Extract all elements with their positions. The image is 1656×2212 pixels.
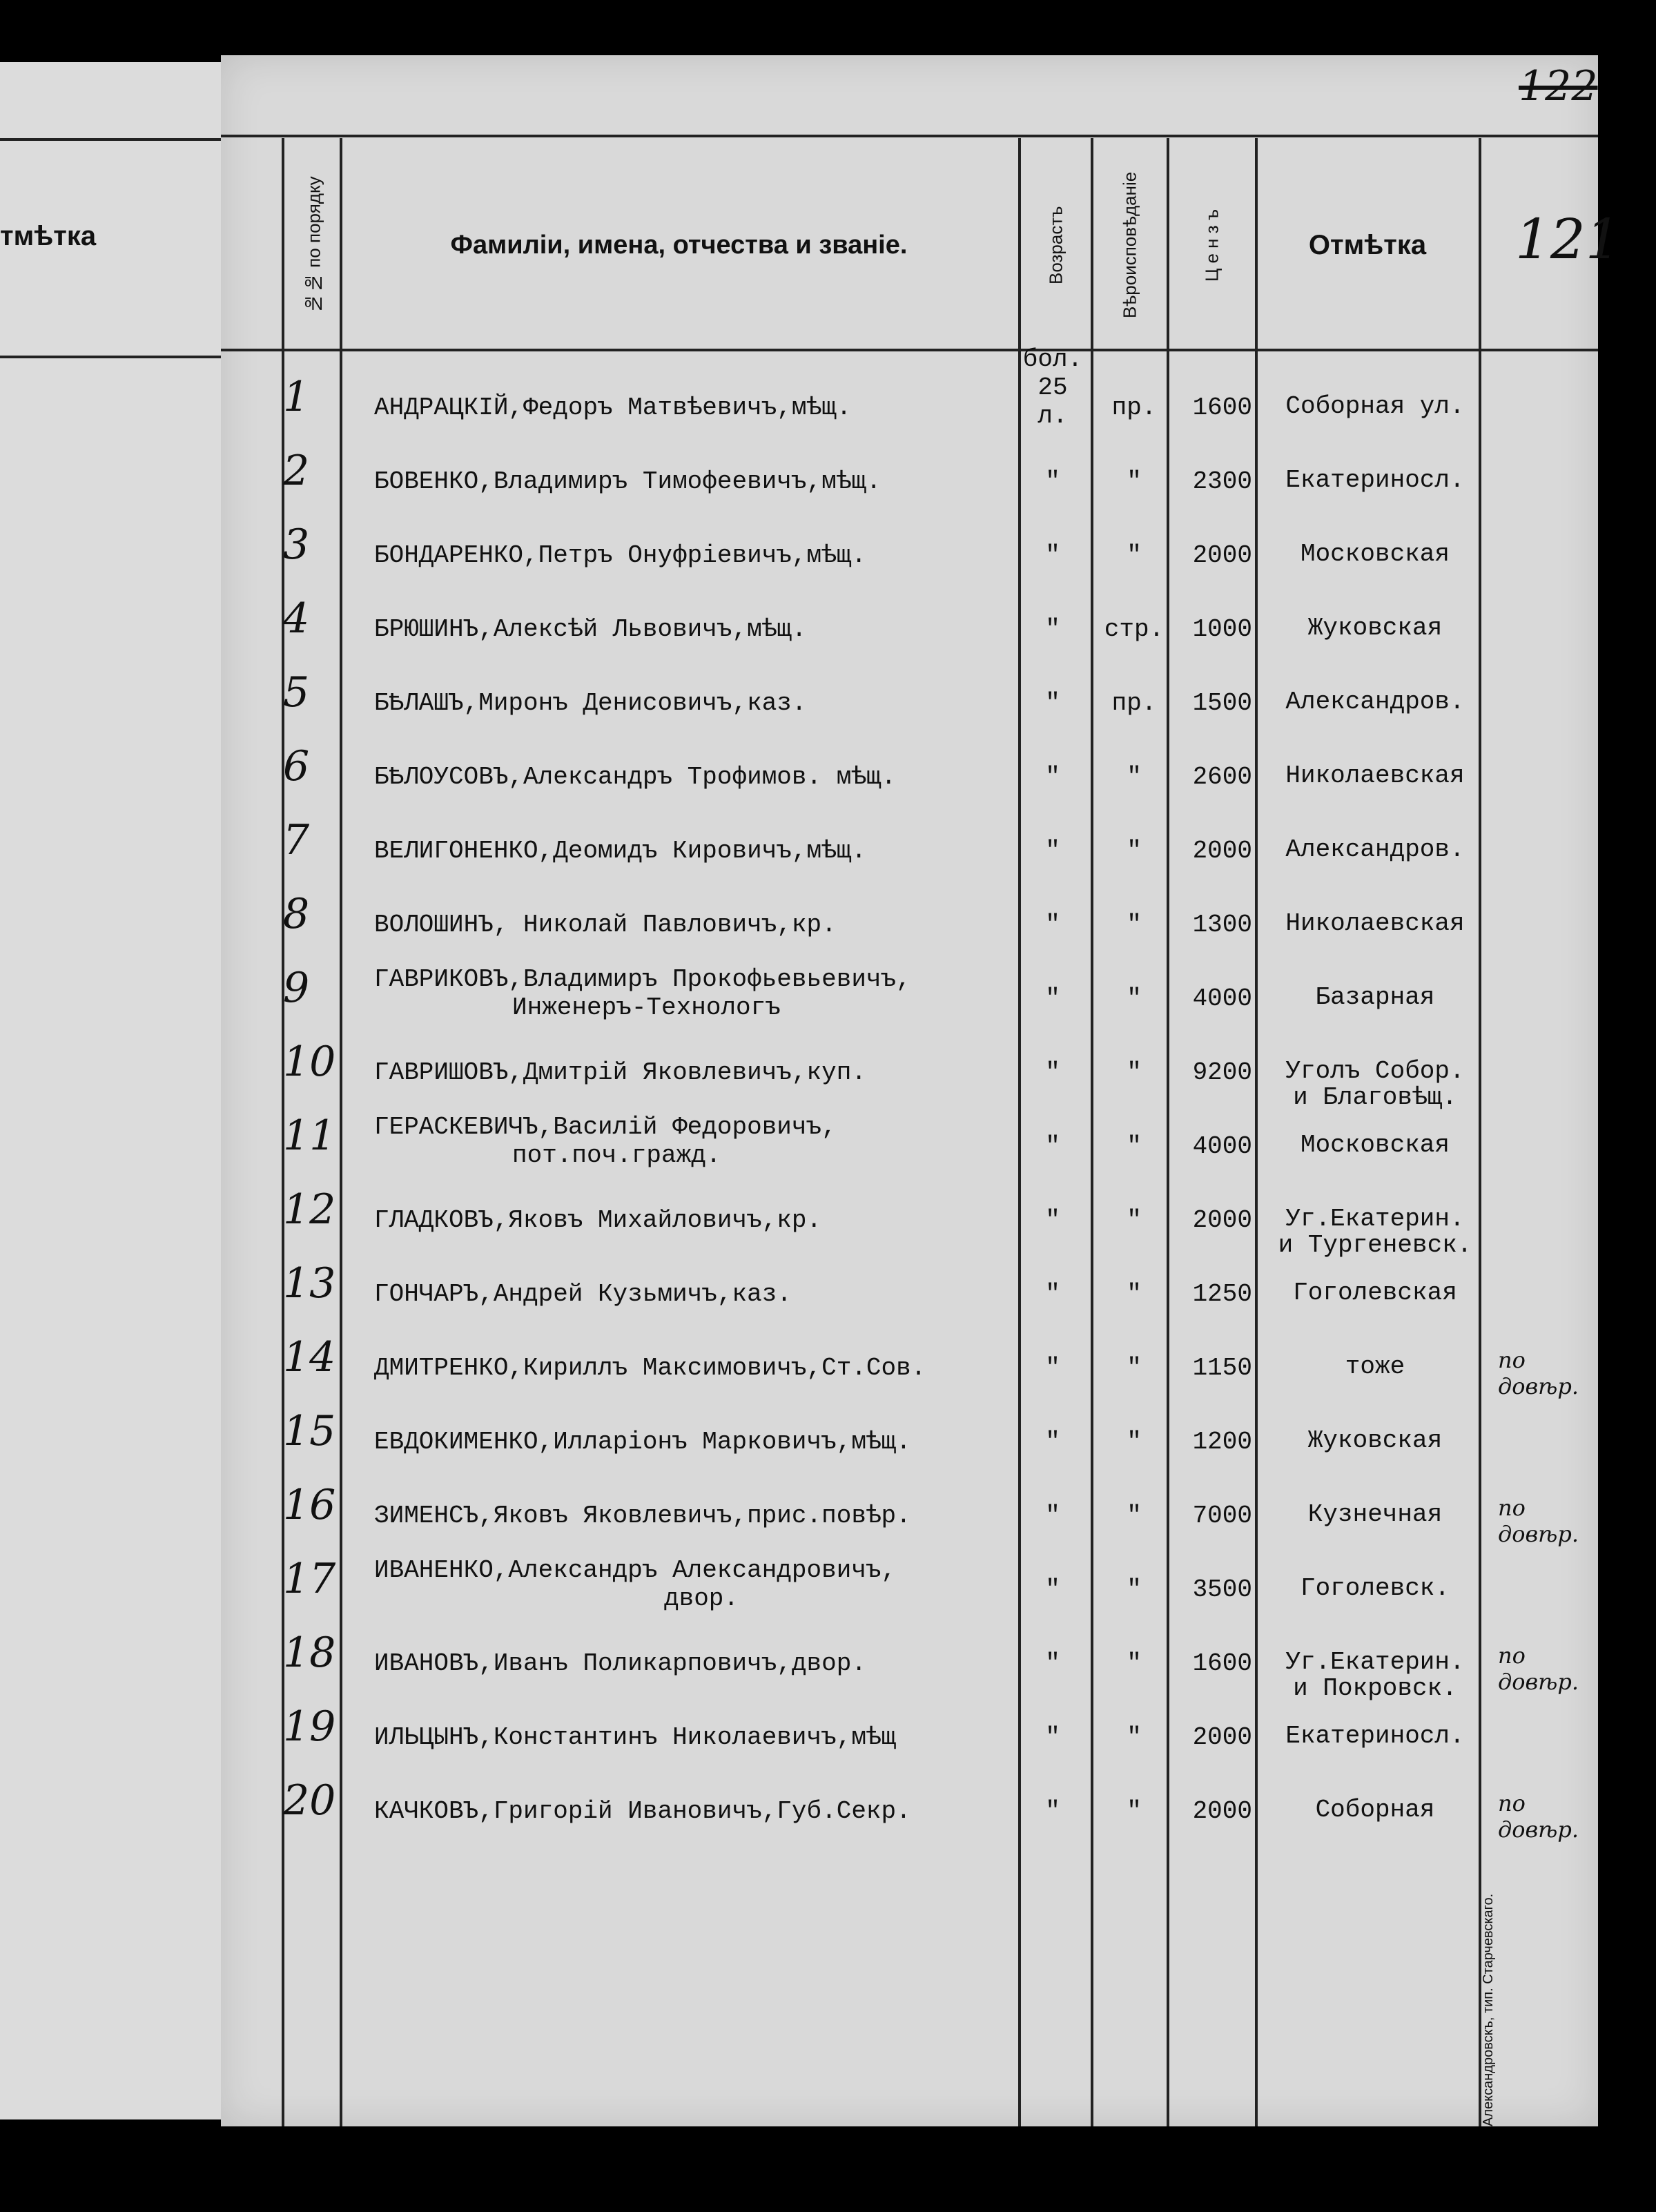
row-census: 2000 <box>1192 837 1252 865</box>
row-note: Александров. <box>1285 688 1465 716</box>
row-number: 15 <box>283 1407 336 1455</box>
row-name <box>374 1556 1016 1613</box>
row-census: 1200 <box>1192 1428 1252 1456</box>
table-row <box>221 742 1598 825</box>
row-name: БРЮШИНЪ,Алексѣй Львовичъ,мѣщ. <box>374 615 807 643</box>
row-number: 5 <box>283 668 310 717</box>
row-note: Екатериносл. <box>1285 1722 1465 1750</box>
table-row <box>221 345 1598 456</box>
row-note: Гоголевская <box>1293 1279 1457 1307</box>
table-row <box>221 1333 1598 1416</box>
row-number: 10 <box>283 1038 336 1086</box>
row-name-line1: ИВАНЕНКО,Александръ Александровичъ, <box>374 1556 897 1584</box>
row-faith: " <box>1127 1354 1142 1382</box>
row-note: Жуковская <box>1307 614 1443 642</box>
row-faith: " <box>1127 1058 1142 1087</box>
row-number: 12 <box>283 1185 336 1234</box>
table-row <box>221 1407 1598 1490</box>
row-census: 2000 <box>1192 1723 1252 1752</box>
row-note: тоже <box>1345 1352 1405 1381</box>
row-census: 1600 <box>1192 1649 1252 1678</box>
row-faith: " <box>1127 1723 1142 1752</box>
row-name-line2: Инженеръ-Технологъ <box>512 993 781 1022</box>
table-row <box>221 1555 1598 1638</box>
row-census: 2000 <box>1192 1797 1252 1825</box>
row-age: " <box>1045 763 1060 791</box>
table-row <box>221 594 1598 677</box>
row-age: " <box>1045 1132 1060 1161</box>
row-number: 18 <box>283 1629 336 1677</box>
row-faith: " <box>1127 1280 1142 1308</box>
row-faith: " <box>1127 1132 1142 1161</box>
table-row <box>221 964 1598 1047</box>
left-fragment-heading: тмѣтка <box>0 221 97 251</box>
table-row <box>221 1038 1598 1120</box>
row-number: 11 <box>283 1112 336 1160</box>
row-name: БѢЛАШЪ,Миронъ Денисовичъ,каз. <box>374 689 807 717</box>
row-note: Александров. <box>1285 835 1465 864</box>
row-age: " <box>1045 1575 1060 1604</box>
row-faith: " <box>1127 837 1142 865</box>
row-faith: " <box>1127 1575 1142 1604</box>
row-note: Базарная <box>1315 983 1435 1011</box>
row-name: ИВАНОВЪ,Иванъ Поликарповичъ,двор. <box>374 1649 866 1678</box>
row-age: " <box>1045 1280 1060 1308</box>
printer-imprint: Александровскъ, тип. Старчевскаго. <box>1481 1893 1496 2126</box>
table-row <box>221 447 1598 530</box>
row-census: 1150 <box>1192 1354 1252 1382</box>
row-age: " <box>1045 984 1060 1013</box>
row-note: Уголъ Собор. и Благовѣщ. <box>1285 1057 1465 1112</box>
row-number: 20 <box>283 1776 336 1825</box>
row-age: " <box>1045 911 1060 939</box>
row-age: " <box>1045 689 1060 717</box>
header-census: Ц е н з ъ <box>1201 208 1222 282</box>
register-page <box>221 55 1621 2126</box>
row-age: " <box>1045 1649 1060 1678</box>
row-number: 9 <box>283 964 310 1012</box>
table-row <box>221 1185 1598 1268</box>
header-age: Возрастъ <box>1045 206 1066 284</box>
row-name-line1: ГАВРИКОВЪ,Владимиръ Прокофьевьевичъ, <box>374 965 911 993</box>
row-age: " <box>1045 1723 1060 1752</box>
table-row <box>221 1112 1598 1194</box>
row-name: ГАВРИШОВЪ,Дмитрій Яковлевичъ,куп. <box>374 1058 866 1087</box>
row-number: 19 <box>283 1702 336 1751</box>
row-faith: пр. <box>1111 689 1157 717</box>
row-age: " <box>1045 1206 1060 1234</box>
row-name: АНДРАЦКІЙ,Федоръ Матвѣевичъ,мѣщ. <box>374 394 852 422</box>
table-row <box>221 521 1598 603</box>
row-number: 16 <box>283 1481 336 1529</box>
header-number: №№ по порядку <box>303 176 324 314</box>
table-row <box>221 1702 1598 1785</box>
row-name-line2: пот.поч.гражд. <box>512 1141 721 1170</box>
row-census: 4000 <box>1192 1132 1252 1161</box>
header-faith: Вѣроисповѣданіе <box>1119 171 1140 319</box>
row-number: 13 <box>283 1259 336 1308</box>
left-page-fragment <box>0 62 232 2119</box>
row-name: ЗИМЕНСЪ,Яковъ Яковлевичъ,прис.повѣр. <box>374 1502 911 1530</box>
crossed-page-number: 122 <box>1519 62 1598 110</box>
row-name <box>374 965 1016 1022</box>
row-faith: " <box>1127 911 1142 939</box>
table-row <box>221 1259 1598 1342</box>
table-row <box>221 816 1598 899</box>
row-census: 2000 <box>1192 1206 1252 1234</box>
row-note: Соборная ул. <box>1285 392 1465 420</box>
row-census: 2300 <box>1192 467 1252 496</box>
row-number: 14 <box>283 1333 336 1381</box>
row-name: ИЛЬЦЫНЪ,Константинъ Николаевичъ,мѣщ <box>374 1723 897 1752</box>
row-faith: " <box>1127 541 1142 570</box>
handwritten-side-note: по довѣр. <box>1498 1347 1579 1399</box>
header-name: Фамиліи, имена, отчества и званіе. <box>450 230 908 260</box>
row-number: 17 <box>283 1555 336 1603</box>
row-age: " <box>1045 1428 1060 1456</box>
row-age: " <box>1045 1502 1060 1530</box>
row-number: 1 <box>283 373 310 421</box>
row-note: Уг.Екатерин. и Тургеневск. <box>1278 1205 1472 1259</box>
row-note: Московская <box>1300 1131 1450 1159</box>
row-name: БОНДАРЕНКО,Петръ Онуфріевичъ,мѣщ. <box>374 541 866 570</box>
table-row <box>221 668 1598 751</box>
row-age: " <box>1045 1354 1060 1382</box>
row-number: 3 <box>283 521 310 569</box>
row-name: БѢЛОУСОВЪ,Александръ Трофимов. мѣщ. <box>374 763 897 791</box>
row-note: Гоголевск. <box>1300 1574 1450 1602</box>
row-census: 1250 <box>1192 1280 1252 1308</box>
page-number: 121 <box>1515 207 1621 271</box>
row-note: Николаевская <box>1285 761 1465 790</box>
header-top-rule <box>221 135 1598 137</box>
table-row <box>221 890 1598 973</box>
row-name: ГОНЧАРЪ,Андрей Кузьмичъ,каз. <box>374 1280 792 1308</box>
row-faith: " <box>1127 1649 1142 1678</box>
row-number: 6 <box>283 742 310 790</box>
row-age: " <box>1045 1058 1060 1087</box>
row-faith: " <box>1127 1502 1142 1530</box>
header-note: Отмѣтка <box>1308 229 1427 260</box>
handwritten-side-note: по довѣр. <box>1498 1495 1579 1547</box>
row-name: ЕВДОКИМЕНКО,Илларіонъ Марковичъ,мѣщ. <box>374 1428 911 1456</box>
row-note: Московская <box>1300 540 1450 568</box>
row-age: " <box>1045 467 1060 496</box>
row-faith: " <box>1127 763 1142 791</box>
left-fragment-rule <box>0 356 228 358</box>
row-census: 1500 <box>1192 689 1252 717</box>
row-census: 3500 <box>1192 1575 1252 1604</box>
row-name: ГЛАДКОВЪ,Яковъ Михайловичъ,кр. <box>374 1206 822 1234</box>
row-faith: " <box>1127 984 1142 1013</box>
row-age: " <box>1045 1797 1060 1825</box>
row-name: ВОЛОШИНЪ, Николай Павловичъ,кр. <box>374 911 837 939</box>
row-census: 2600 <box>1192 763 1252 791</box>
row-note: Екатериносл. <box>1285 466 1465 494</box>
row-number: 4 <box>283 594 310 643</box>
row-number: 7 <box>283 816 310 864</box>
row-faith: " <box>1127 1206 1142 1234</box>
row-age: " <box>1045 837 1060 865</box>
handwritten-side-note: по довѣр. <box>1498 1790 1579 1843</box>
row-census: 7000 <box>1192 1502 1252 1530</box>
row-census: 9200 <box>1192 1058 1252 1087</box>
row-name <box>374 1113 1016 1170</box>
row-census: 4000 <box>1192 984 1252 1013</box>
row-name: КАЧКОВЪ,Григорій Ивановичъ,Губ.Секр. <box>374 1797 911 1825</box>
row-name-line2: двор. <box>664 1584 739 1613</box>
row-number: 8 <box>283 890 310 938</box>
row-note: Жуковская <box>1307 1426 1443 1455</box>
row-faith: " <box>1127 1428 1142 1456</box>
row-census: 1600 <box>1192 394 1252 422</box>
row-number: 2 <box>283 447 310 495</box>
row-census: 2000 <box>1192 541 1252 570</box>
row-census: 1000 <box>1192 615 1252 643</box>
row-census: 1300 <box>1192 911 1252 939</box>
row-note: Кузнечная <box>1307 1500 1443 1529</box>
row-name: БОВЕНКО,Владимиръ Тимофеевичъ,мѣщ. <box>374 467 881 496</box>
row-age: бол. 25 л. <box>1022 345 1083 430</box>
table-row <box>221 1629 1598 1711</box>
row-faith: " <box>1127 467 1142 496</box>
row-age: " <box>1045 615 1060 643</box>
row-note: Уг.Екатерин. и Покровск. <box>1285 1648 1465 1702</box>
table-row <box>221 1481 1598 1564</box>
row-name-line1: ГЕРАСКЕВИЧЪ,Василій Федоровичъ, <box>374 1113 837 1141</box>
table-row <box>221 1776 1598 1859</box>
row-faith: " <box>1127 1797 1142 1825</box>
handwritten-side-note: по довѣр. <box>1498 1642 1579 1695</box>
row-name: ВЕЛИГОНЕНКО,Деомидъ Кировичъ,мѣщ. <box>374 837 866 865</box>
row-faith: стр. <box>1104 615 1165 643</box>
left-fragment-rule <box>0 138 228 141</box>
row-note: Соборная <box>1315 1796 1435 1824</box>
row-note: Николаевская <box>1285 909 1465 938</box>
header-bottom-rule <box>221 349 1598 351</box>
row-age: " <box>1045 541 1060 570</box>
row-name: ДМИТРЕНКО,Кириллъ Максимовичъ,Ст.Сов. <box>374 1354 926 1382</box>
row-faith: пр. <box>1111 394 1157 422</box>
